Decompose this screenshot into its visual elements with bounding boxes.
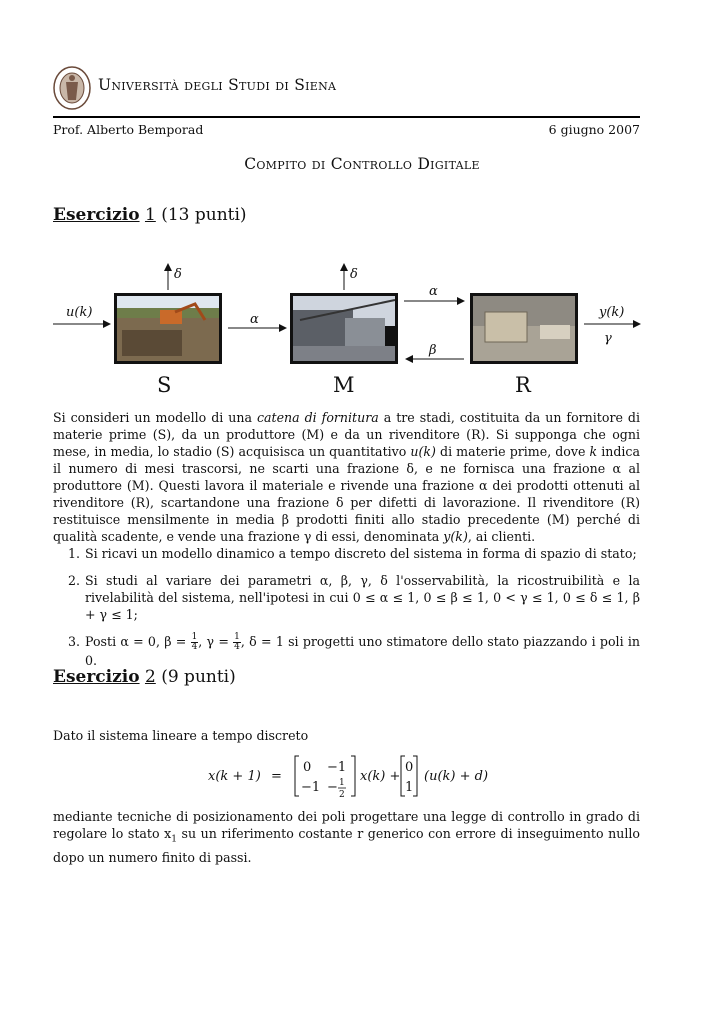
delta-label-m: δ <box>350 267 358 282</box>
output-label: y(k) <box>599 305 625 320</box>
task-text: Si studi al variare dei parametri α, β, γ, δ l'osservabilità, la ricostruibilità e la rivelabilità del sistema, nell'ipotesi in cui 0 ≤ α ≤ 1, 0 ≤ β ≤ 1, 0 < γ ≤ 1, 0 ≤ δ ≤ 1, β + γ ≤ 1; <box>85 573 640 622</box>
text-segment: di materie prime, dove <box>435 444 590 459</box>
text-segment: su un riferimento costante r generico con errore di inseguimento nullo dopo un numero finito di passi. <box>53 826 640 865</box>
exercise-2-intro: Dato il sistema lineare a tempo discreto <box>53 728 309 743</box>
exam-date: 6 giugno 2007 <box>548 122 640 137</box>
list-item: 2. Si studi al variare dei parametri α, β, γ, δ l'osservabilità, la ricostruibilità e la rivelabilità del sistema, nell'ipotesi in cui 0 ≤ α ≤ 1, 0 ≤ β ≤ 1, 0 < γ ≤ 1, 0 ≤ δ ≤ 1, β + γ ≤ 1; <box>68 573 640 622</box>
alpha-label-m-r: α <box>429 284 438 299</box>
b1: 0 <box>405 760 414 775</box>
task-text: Si ricavi un modello dinamico a tempo discreto del sistema in forma di spazio di stato; <box>85 546 637 561</box>
exercise-label: Esercizio <box>53 667 140 687</box>
task-text: , δ = 1 si progetti uno stimatore dello stato piazzando i poli in 0. <box>85 634 640 668</box>
university-seal-logo <box>52 66 92 110</box>
a21: −1 <box>301 780 321 795</box>
eq-tail: (u(k) + d) <box>424 769 489 784</box>
exercise-1-heading <box>53 205 247 225</box>
delta-label-s: δ <box>174 267 182 282</box>
exercise-number: 1 <box>144 205 156 225</box>
eq-lhs: x(k + 1) <box>208 769 261 784</box>
exercise-2-description <box>53 808 640 866</box>
a22-sign: − <box>327 780 338 795</box>
photo-m-factory <box>290 293 398 364</box>
alpha-label-s-m: α <box>250 312 259 327</box>
stage-label-r: R <box>515 373 531 397</box>
input-label: u(k) <box>66 305 93 320</box>
math-y-k: y(k) <box>443 529 468 544</box>
math-u-k: u(k) <box>410 444 436 459</box>
list-item: 1. Si ricavi un modello dinamico a tempo discreto del sistema in forma di spazio di stato; <box>68 546 637 561</box>
math-k: k <box>589 444 598 459</box>
gamma-label: γ <box>604 331 612 346</box>
system-equation <box>0 750 724 802</box>
text-segment: , ai clienti. <box>467 529 536 544</box>
denominator: 4 <box>191 642 198 652</box>
photo-r-concrete-blocks <box>470 293 578 364</box>
exercise-number: 2 <box>144 667 156 687</box>
b2: 1 <box>405 780 414 795</box>
beta-label: β <box>429 343 437 358</box>
header-rule <box>53 116 640 118</box>
exercise-points: (9 punti) <box>161 667 236 687</box>
text-segment: Si consideri un modello di una <box>53 410 257 425</box>
exercise-points: (13 punti) <box>161 205 247 225</box>
eq-x: x(k) + <box>360 769 401 784</box>
subscript: 1 <box>171 834 177 845</box>
text-segment: a tre stadi, costituita da un fornitore di materie prime (S), da un produttore (M) e da un rivenditore (R). Si supponga che ogni mese, in media, lo stadio (S) acquisisca un quantitativo <box>53 410 640 459</box>
exercise-2-heading <box>53 667 236 687</box>
list-item: 3. Posti α = 0, β = $\frac{1}{4}$ , γ = $\frac{1}{4}$ , δ = 1 si progetti uno stimatore dello stato piazzando i poli in 0. <box>68 632 640 668</box>
numerator: 1 <box>191 632 198 642</box>
text-segment: mediante tecniche di posizionamento dei poli progettare una legge di controllo in grado di regolare lo stato x <box>53 809 640 841</box>
university-name: Università degli Studi di Siena <box>98 76 337 94</box>
document-title: Compito di Controllo Digitale <box>244 155 480 173</box>
exercise-1-tasks <box>53 545 640 678</box>
task-text: Posti α = 0, β = <box>85 634 191 649</box>
a22-den: 2 <box>339 790 345 800</box>
a11: 0 <box>303 760 312 775</box>
fraction-gamma <box>233 633 241 652</box>
eq-equals: = <box>271 769 282 784</box>
text-segment: indica il numero di mesi trascorsi, ne scarti una frazione δ, e ne fornisca una frazione α al produttore (M). Questi lavora il materiale e rivende una frazione α dei prodotti ottenuti al rivenditore (R), scartandone una frazione δ per difetti di lavorazione. Il rivenditore (R) restituisce mensilmente in media β prodotti finiti allo stadio precedente (M) perché di qualità scadente, e vende una frazione γ di essi, denominata <box>53 444 640 544</box>
a12: −1 <box>327 760 347 775</box>
professor-name: Prof. Alberto Bemporad <box>53 122 204 137</box>
photo-s-excavator <box>114 293 222 364</box>
a22-num: 1 <box>339 778 345 788</box>
exercise-label: Esercizio <box>53 205 140 225</box>
exercise-1-description <box>53 409 640 545</box>
numerator: 1 <box>234 632 240 642</box>
supply-chain-diagram <box>0 250 724 400</box>
denominator: 4 <box>234 642 240 652</box>
emphasis-supply-chain: catena di fornitura <box>256 410 379 425</box>
stage-label-s: S <box>157 373 172 397</box>
stage-label-m: M <box>333 373 355 397</box>
task-text: , γ = <box>198 634 234 649</box>
